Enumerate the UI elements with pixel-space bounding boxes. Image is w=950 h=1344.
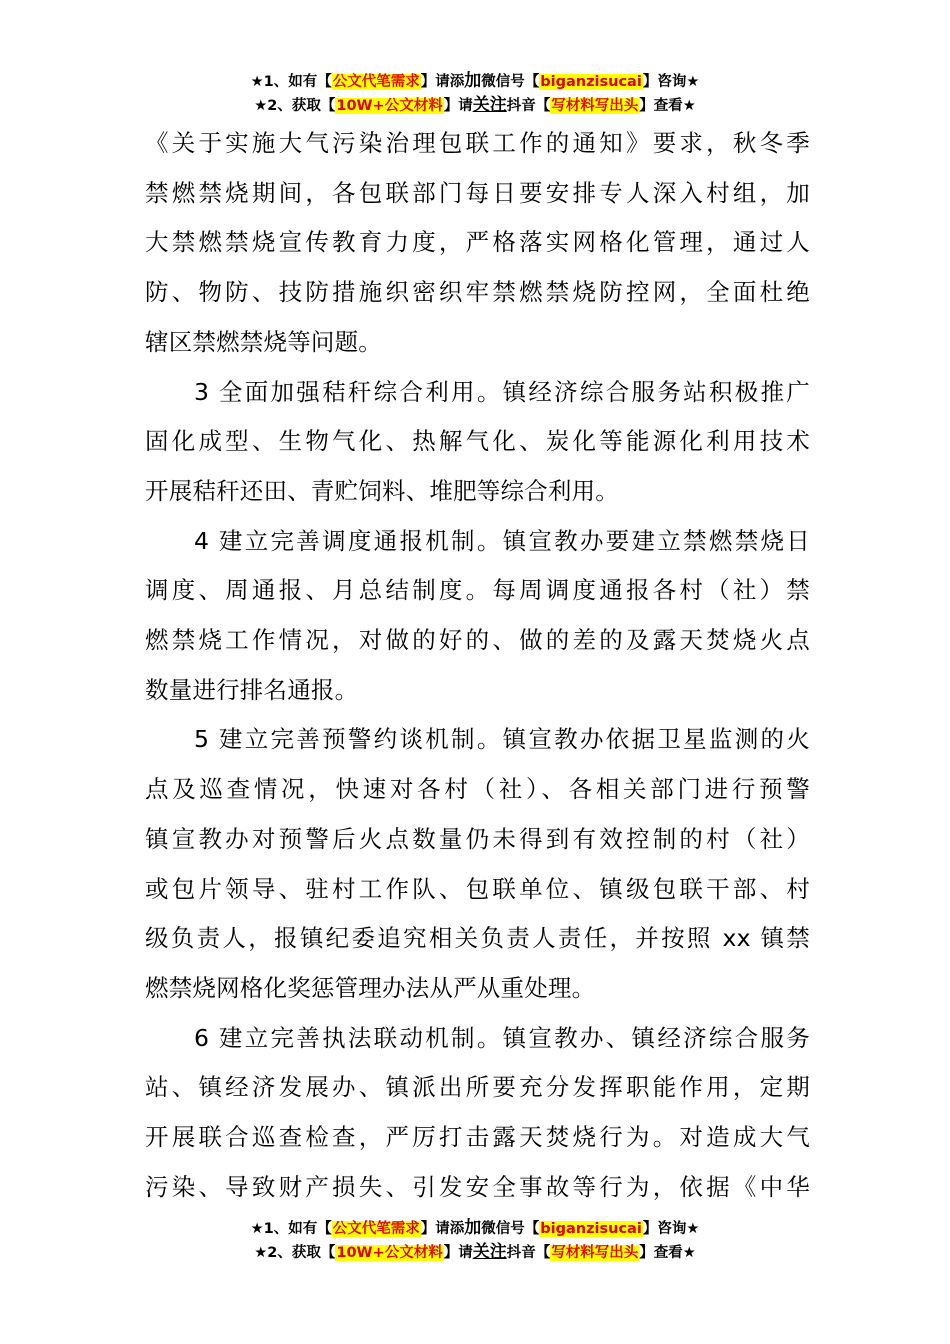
- banner-line-2-suffix: 】查看★: [639, 1245, 696, 1261]
- banner-line-1-suffix: 】咨询★: [642, 74, 700, 90]
- text-line: 调度、周通报、月总结制度。每周调度通报各村（社）禁: [145, 576, 810, 605]
- banner-line-2-prefix: 2、获取【: [267, 1245, 336, 1261]
- banner-line-1-prefix: 1、如有【: [263, 1221, 332, 1237]
- banner-line-1-mid2: 微信号【: [481, 74, 540, 90]
- banner-line-1-bold-char: 加: [464, 71, 482, 91]
- banner-line-2-mid2: 抖音【: [506, 98, 551, 114]
- banner-highlight-materials: 10W+公文材料: [336, 1245, 443, 1261]
- banner-line-2-suffix: 】查看★: [639, 98, 696, 114]
- banner-line-1: [0, 1217, 950, 1241]
- banner-line-2-follow: 关注: [472, 95, 507, 115]
- text-line: 污染、导致财产损失、引发安全事故等行为，依据《中华: [145, 1172, 810, 1201]
- text-line: 燃禁烧网格化奖惩管理办法从严从重处理。: [145, 973, 596, 1002]
- text-line: 禁燃禁烧期间，各包联部门每日要安排专人深入村组，加: [145, 178, 810, 207]
- text-line: 防、物防、技防措施织密织牢禁燃禁烧防控网，全面杜绝: [145, 278, 810, 307]
- text-line: 4 建立完善调度通报机制。镇宣教办要建立禁燃禁烧日: [194, 526, 810, 555]
- banner-highlight-materials: 10W+公文材料: [336, 98, 443, 114]
- header-banner: [0, 70, 950, 118]
- text-line: 点及巡查情况，快速对各村（社）、各相关部门进行预警: [145, 775, 810, 804]
- text-line: 《关于实施大气污染治理包联工作的通知》要求，秋冬季: [145, 129, 810, 157]
- banner-line-1-mid: 】请添: [420, 74, 465, 90]
- banner-highlight-douyin: 写材料写出头: [551, 1245, 639, 1261]
- text-line: 3 全面加强秸秆综合利用。镇经济综合服务站积极推广: [194, 377, 810, 406]
- text-line: 站、镇经济发展办、镇派出所要充分发挥职能作用，定期: [145, 1073, 810, 1102]
- text-line: 固化成型、生物气化、热解气化、炭化等能源化利用技术: [145, 427, 810, 456]
- star-icon: ★: [254, 98, 268, 114]
- document-body: [145, 119, 810, 1212]
- banner-line-2: [0, 94, 950, 118]
- banner-line-1: [0, 70, 950, 94]
- banner-line-1-prefix: 1、如有【: [263, 74, 332, 90]
- text-line: 级负责人，报镇纪委追究相关负责人责任，并按照 xx 镇禁: [145, 924, 810, 953]
- text-line: 镇宣教办对预警后火点数量仍未得到有效控制的村（社）: [145, 824, 810, 853]
- banner-line-2: [0, 1241, 950, 1265]
- star-icon: ★: [250, 74, 264, 90]
- text-line: 开展联合巡查检查，严厉打击露天焚烧行为。对造成大气: [145, 1123, 810, 1152]
- footer-banner: [0, 1217, 950, 1265]
- star-icon: ★: [250, 1221, 264, 1237]
- text-line: 6 建立完善执法联动机制。镇宣教办、镇经济综合服务: [194, 1023, 810, 1052]
- text-line: 辖区禁燃禁烧等问题。: [145, 327, 382, 356]
- text-line: 大禁燃禁烧宣传教育力度，严格落实网格化管理，通过人: [145, 228, 810, 257]
- banner-line-2-follow: 关注: [472, 1242, 507, 1262]
- banner-highlight-ghostwriting: 公文代笔需求: [332, 74, 420, 90]
- banner-highlight-wechat-id: biganzisucai: [540, 1221, 642, 1237]
- text-line: 燃禁烧工作情况，对做的好的、做的差的及露天焚烧火点: [145, 626, 810, 655]
- banner-highlight-ghostwriting: 公文代笔需求: [332, 1221, 420, 1237]
- banner-line-2-mid: 】请: [443, 1245, 473, 1261]
- banner-highlight-wechat-id: biganzisucai: [540, 74, 642, 90]
- banner-highlight-douyin: 写材料写出头: [551, 98, 639, 114]
- text-line: 数量进行排名通报。: [145, 675, 359, 704]
- banner-line-2-mid2: 抖音【: [506, 1245, 551, 1261]
- banner-line-1-mid2: 微信号【: [481, 1221, 540, 1237]
- banner-line-2-mid: 】请: [443, 98, 473, 114]
- text-line: 5 建立完善预警约谈机制。镇宣教办依据卫星监测的火: [194, 725, 810, 754]
- text-line: 开展秸秆还田、青贮饲料、堆肥等综合利用。: [145, 476, 619, 505]
- banner-line-2-prefix: 2、获取【: [267, 98, 336, 114]
- banner-line-1-mid: 】请添: [420, 1221, 465, 1237]
- banner-line-1-suffix: 】咨询★: [642, 1221, 700, 1237]
- text-line: 或包片领导、驻村工作队、包联单位、镇级包联干部、村: [145, 874, 810, 903]
- star-icon: ★: [254, 1245, 268, 1261]
- banner-line-1-bold-char: 加: [464, 1218, 482, 1238]
